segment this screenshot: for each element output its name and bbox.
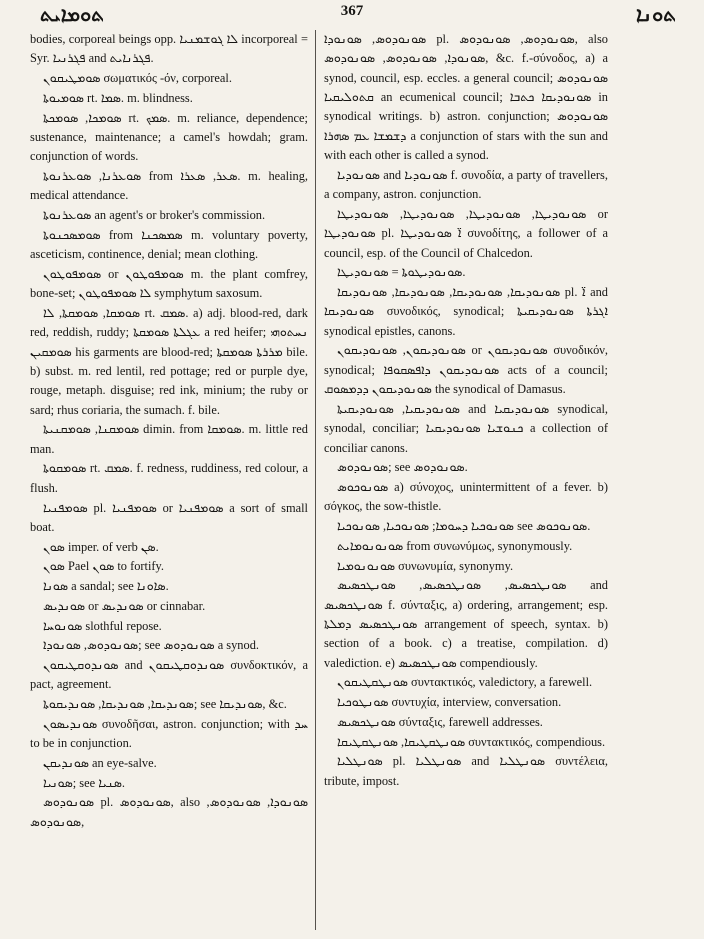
dictionary-entry: ܣܘܢܘܕܝܛܘܬܐ = ܣܘܢܘܕܝܛܐ. — [337, 265, 466, 280]
dictionary-entry: ܣܘܢܘܕܝܩܝܐ, ܣܘܢܘܕܝܩܝܬܐ and ܣܘܢܘܕܝܩܝܐ synodical, synodal, conciliar; ܟܢܘܫܝܐ ܣܘܢܘܕܝܩܝܐ a collection of conciliar canons. — [324, 401, 608, 455]
right-column — [324, 30, 608, 930]
page-number: 367 — [340, 3, 364, 19]
dictionary-entry: ܣܘܢܘܢܘܡܐܝܬ from συνωνύμως, synonymously. — [337, 538, 573, 553]
dictionary-entry: ܣܘܢܘܕܘܣ, ܣܘܢܘܕܐ pl. ܣܘܢܘܕܘܣ, ܣܘܢܘܕܘܣ, also ܣܘܢܘܕܐ, ܣܘܢܘܕܘܣ, ܣܘܢܘܕܘܣ, &c. f.-σύνοδος, a) a synod, council, esp. eccles. a general council; ܣܘܢܘܕܘܣ ܩܬܘܠܝܩܝܐ an ecumenical council; ܣܘܢܘܕܝܩܐ ܟܬܒܐ in synodical writings. b) astron. conjunction; ܣܘܢܘܕܘܣ ܕܫܡܫܐ ܥܡ ܣܗܪܐ a conjunction of stars with the sun and with each other is called a synod. — [324, 32, 608, 163]
dictionary-entry: ܣܘܢܕܝܣܘܢ συνοδῆσαι, astron. conjunction; with ܚܕ to be in conjunction. — [30, 716, 308, 751]
dictionary-entry: ܣܘܢܘܕܝܛܐ, ܣܘܢܘܕܝܛܐ, ܣܘܢܘܕܝܛܐ, ܣܘܢܘܕܝܛܐ or ܣܘܢܘܕܝܛܐ pl. ܐ̈ ܣܘܢܘܕܝܛܐ συνοδίτης, a follower of a council, esp. of the Council of Chalcedon. — [324, 206, 608, 260]
dictionary-entry: ܣܘܡܩܐ, ܣܘܡܩܬܐ, ܠܐ rt. ܣܡܩ. a) adj. blood-red, dark red, reddish, ruddy; ܥܓܠܬܐ ܣܘܡܩܬܐ a red heifer; ܢܚܬܘܗܝ ܣܘܡܩܝܢ his garments are blood-red; ܡܪܪܬܐ ܣܘܡܩܬܐ bile. b) subst. m. red lentil, red pottage; red or purple dye, rouge, metaph. disguise; red ink, minium; the ruby or sard; rhus coriaria, the sumach. f. bile. — [30, 305, 308, 417]
dictionary-entry: ܣܘܢܘܕܝܩܘܢ, ܣܘܢܘܕܝܩܘܢ or ܣܘܢܘܕܝܩܘܢ συνοδικόν, synodical; ܣܘܢܘܕܝܩܘܢ ܕܐܦܣܩܘܦܐ acts of a council; ܣܘܢܘܕܝܩܘܢ ܕܕܡܣܘܩ the synodical of Damasus. — [324, 343, 608, 397]
dictionary-entry: ܣܘܡܝܘܬܐ rt. ܣܡܐ. m. blindness. — [43, 90, 193, 105]
left-column — [30, 30, 308, 930]
dictionary-entry: ܣܘܢܘܕܘܣ, ܣܘܢܘܕܐ; see ܣܘܢܘܕܘܣ a synod. — [43, 638, 259, 653]
dictionary-entry: ܣܘܡܟܐ, ܣܘܡܟܬܐ rt. ܣܡܟ. m. reliance, dependence; sustenance, maintenance; a camel's howdah; gram. conjunction of words. — [30, 110, 308, 164]
dictionary-entry: bodies, corporeal beings opp. ܠܐ ܓܘܫܡܢܝܐ incorporeal = Syr. ܦܓܪܢܝܐ and ܦܓܪܢܐܝܬ. — [30, 32, 308, 66]
dictionary-entry: ܣܘܡܦܘܛܘܢ or ܣܘܡܦܘܛܘܢ m. the plant comfrey, bone-set; ܠܐ ܣܘܡܦܘܛܘܢ symphytum saxosum. — [30, 266, 308, 301]
dictionary-entry: ܣܘܢܛܠܝܐ pl. ܣܘܢܛܠܝܐ and ܣܘܢܛܠܝܐ συντέλεια, tribute, impost. — [324, 754, 608, 788]
dictionary-entry: ܣܘܢܘܕܘܣ; see ܣܘܢܘܕܘܣ. — [337, 460, 468, 475]
dictionary-entry: ܣܘܢܛܘܟܝܐ συντυχία, interview, conversation. — [337, 695, 562, 710]
dictionary-entry: ܣܘܢܛܩܛܝܩܘܢ συντακτικός, valedictory, a farewell. — [337, 675, 593, 690]
dictionary-entry: ܣܘܢܘܕܝܐ and ܣܘܢܘܕܝܐ f. συνοδία, a party of travellers, a company, astron. conjunction. — [324, 167, 608, 202]
dictionary-entry: ܣܘܡܦܢܝܐ pl. ܣܘܡܦܢܝܐ or ܣܘܡܦܢܝܐ a sort of small boat. — [30, 500, 308, 534]
dictionary-entry: ܣܘܡܩܢܐ, ܣܘܡܩܢܝܬܐ dimin. from ܣܘܡܩܐ. m. little red man. — [30, 422, 308, 456]
dictionary-entry: ܣܘܢܘܢܘܡܝܐ συνωνυμία, synonymy. — [337, 558, 514, 573]
dictionary-entry: ܣܘܢܕܝܩܐ, ܣܘܢܕܝܩܐ, ܣܘܢܕܝܩܘܬܐ; see ܣܘܢܕܝܩܐ, &c. — [43, 697, 287, 712]
dictionary-entry: ܣܘܢܘܟܘܣ a) σύνοχος, unintermittent of a fever. b) σόγκος, the sow-thistle. — [324, 480, 608, 514]
dictionary-entry: ܣܘܢܘܕܘܣ pl. ܣܘܢܘܕܘܣ, also ܣܘܢܘܕܐ, ܣܘܢܘܕܘܣ, ܣܘܢܘܕܘܣ, — [30, 795, 308, 829]
dictionary-entry: ܣܘܢܘܚܐ slothful repose. — [43, 618, 162, 633]
dictionary-entry: ܣܘܥܪܢܐ, ܣܘܥܪܢܘܬܐ from ܣܥܪ, ܣܥܪܐ. m. healing, medical attendance. — [30, 168, 308, 203]
dictionary-entry: ܣܘܢܛܩܛܝܩܐ, ܣܘܢܛܩܛܝܩܐ συντακτικός, compendious. — [337, 734, 606, 749]
dictionary-entry: ܣܘܥܪܢܘܬܐ an agent's or broker's commission. — [43, 208, 266, 223]
dictionary-entry: ܣܘܢ Pael ܣܘܢ to fortify. — [43, 559, 165, 574]
dictionary-entry: ܣܘܡܣܟܢܘܬܐ from ܣܡܣܟܢܐ m. voluntary poverty, asceticism, continence, denial; mean clothing. — [30, 227, 308, 262]
dictionary-entry: ܣܘܡܩܘܬܐ rt. ܣܡܩ. f. redness, ruddiness, red colour, a flush. — [30, 461, 308, 495]
dictionary-entry: ܣܘܢܘܟܝܐ ܕܚܘܡܐ; ܣܘܢܘܟܝܐ, ܣܘܢܘܟܝܐ see ܣܘܢܘܟܘܣ. — [337, 519, 591, 534]
dictionary-entry: ܣܘܢܝܐ; see ܣܢܝܐ. — [43, 775, 125, 790]
running-head-left: ܬܘܡܐܝܬ — [40, 2, 105, 26]
dictionary-entry: ܣܘܢ imper. of verb ܣܢ. — [43, 539, 159, 554]
dictionary-entry: ܣܘܢܘܕܝܩܐ, ܣܘܢܘܕܝܩܐ, ܣܘܢܘܕܝܩܐ, ܣܘܢܘܕܝܩܐ pl. ܐ̈ and ܣܘܢܘܕܝܩܐ συνοδικός, synodical; ܐܓܪܬܐ ܣܘܢܘܕܝܩܝܬܐ synodical epistles, canons. — [324, 285, 608, 338]
dictionary-entry: ܣܘܡܛܝܩܘܢ σωματικός -όν, corporeal. — [43, 71, 232, 86]
dictionary-entry: ܣܘܢܕܝܣ or ܣܘܢܕܝܣ or cinnabar. — [43, 598, 206, 613]
column-divider — [315, 30, 316, 930]
dictionary-entry: ܣܘܢܐ a sandal; see ܣܐܘܢܐ. — [43, 579, 169, 594]
dictionary-entry: ܣܘܢܛܟܣܝܣ, ܣܘܢܛܟܣܝܣ, ܣܘܢܛܟܣܝܣ and ܣܘܢܛܟܣܝܣ f. σύνταξις, a) ordering, arrangement; esp. ܣܘܢܛܟܣܝܣ ܕܡܠܬܐ arrangement of speech, syntax. b) section of a book. c) a treatise, compilation. d) valediction. e) ܣܘܢܛܟܣܝܣ compendiously. — [324, 578, 608, 670]
running-head-right: ܬܘܢܐ — [636, 2, 676, 26]
dictionary-entry: ܣܘܢܛܟܣܝܣ σύνταξις, farewell addresses. — [337, 714, 543, 729]
dictionary-entry: ܣܘܢܕܝܩܢ an eye-salve. — [43, 755, 157, 770]
dictionary-entry: ܣܘܢܕܘܩܛܝܩܘܢ and ܣܘܢܕܘܩܛܝܩܘܢ συνδοκτικόν, a pact, agreement. — [30, 658, 308, 692]
